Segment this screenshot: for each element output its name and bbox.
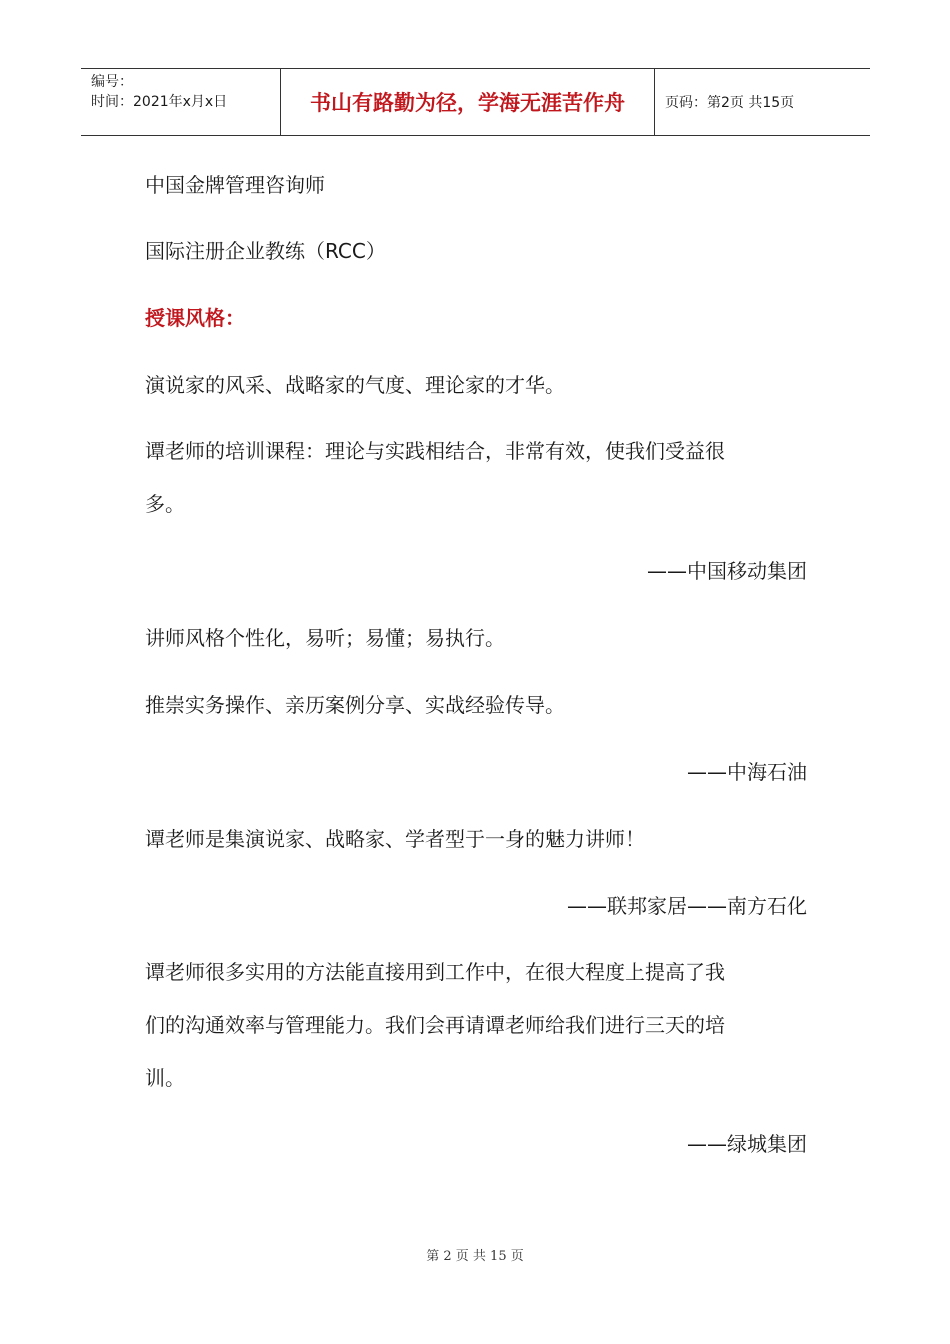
document-header xyxy=(81,68,870,136)
page-footer: 第 2 页 共 15 页 xyxy=(426,1249,524,1264)
header-motto: 书山有路勤为径，学海无涯苦作舟 xyxy=(281,69,655,135)
attribution-line: ——中海石油 xyxy=(687,760,807,784)
paragraph-line: 谭老师的培训课程：理论与实践相结合，非常有效，使我们受益很 xyxy=(145,439,725,463)
section-heading-teaching-style: 授课风格： xyxy=(145,306,245,330)
paragraph-line: 讲师风格个性化，易听；易懂；易执行。 xyxy=(145,626,505,650)
paragraph-line: 们的沟通效率与管理能力。我们会再请谭老师给我们进行三天的培 xyxy=(145,1013,725,1037)
paragraph-line: 谭老师很多实用的方法能直接用到工作中，在很大程度上提高了我 xyxy=(145,960,725,984)
paragraph-line: 谭老师是集演说家、战略家、学者型于一身的魅力讲师！ xyxy=(145,827,645,851)
paragraph-line: 演说家的风采、战略家的气度、理论家的才华。 xyxy=(145,373,565,397)
paragraph-line: 训。 xyxy=(145,1066,185,1090)
title-line-rcc: 国际注册企业教练（RCC） xyxy=(145,239,386,263)
attribution-line: ——绿城集团 xyxy=(687,1132,807,1156)
document-number-label: 编号： xyxy=(91,74,133,90)
paragraph-line: 推崇实务操作、亲历案例分享、实战经验传导。 xyxy=(145,693,565,717)
attribution-line: ——中国移动集团 xyxy=(647,559,807,583)
paragraph-line: 多。 xyxy=(145,492,185,516)
header-meta-cell xyxy=(81,69,281,135)
attribution-line: ——联邦家居——南方石化 xyxy=(567,894,807,918)
document-time-label: 时间：2021年x月x日 xyxy=(91,94,228,110)
title-line-consultant: 中国金牌管理咨询师 xyxy=(145,173,325,197)
header-page-info: 页码：第2页 共15页 xyxy=(665,95,795,111)
